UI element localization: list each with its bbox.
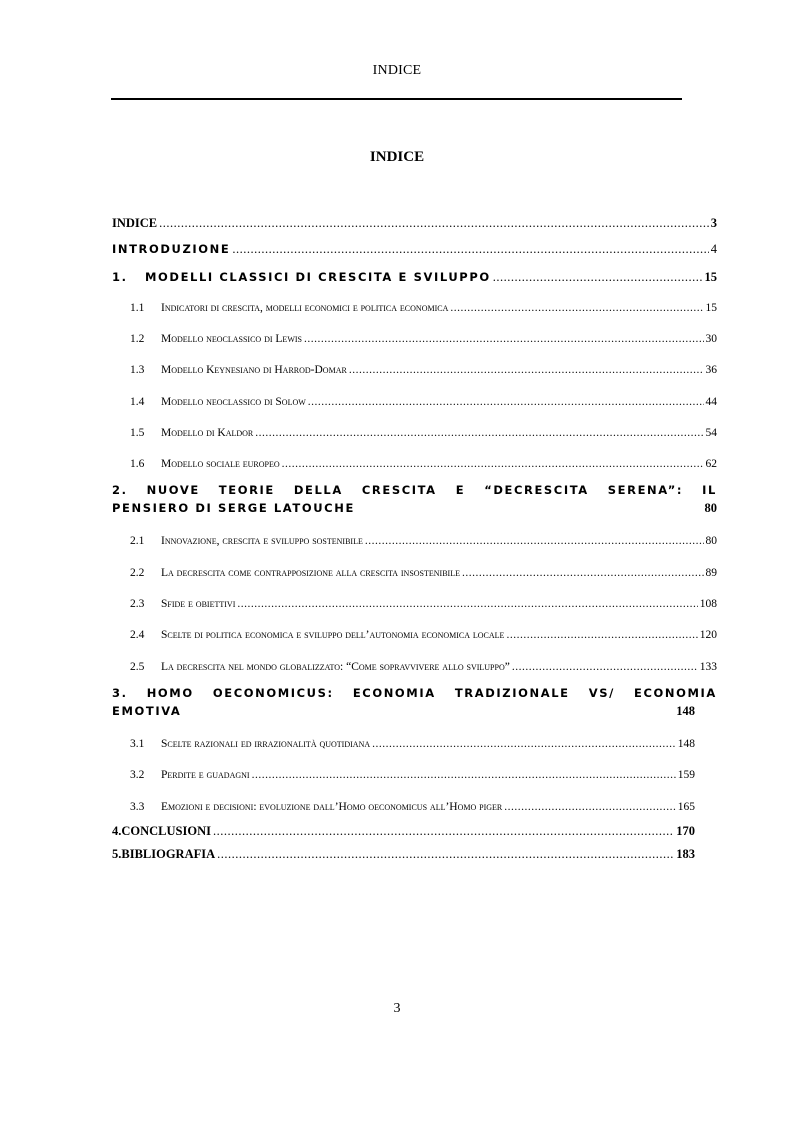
section-number: 2.5 <box>130 661 145 673</box>
toc-page: 108 <box>699 598 717 610</box>
header-rule <box>111 98 682 100</box>
chapter-heading-line-1 <box>112 686 717 700</box>
toc-label: Scelte di politica economica e sviluppo dell’autonomia economica locale <box>161 629 505 641</box>
dot-leader <box>213 824 674 839</box>
dot-leader <box>504 801 675 813</box>
toc-page: 183 <box>676 847 695 861</box>
dot-leader <box>372 738 676 750</box>
dot-leader <box>450 302 703 314</box>
section-number: 2.3 <box>130 598 145 610</box>
toc-entry-chapter-4[interactable] <box>112 824 695 839</box>
section-number: 2.2 <box>130 567 145 579</box>
toc-page: 44 <box>705 396 717 408</box>
toc-label: EMOTIVA <box>112 704 182 718</box>
chapter-number: 4. <box>112 824 122 838</box>
chapter-heading-line-2 <box>112 704 695 719</box>
toc-entry-section-1-3[interactable] <box>130 364 717 376</box>
dot-leader <box>159 216 709 231</box>
toc-label: BIBLIOGRAFIA <box>121 847 216 861</box>
toc-label: MODELLI CLASSICI DI CRESCITA E SVILUPPO <box>145 270 491 284</box>
toc-page: 148 <box>677 738 695 750</box>
toc-page: 54 <box>705 427 717 439</box>
toc-entry-section-3-3[interactable] <box>130 801 695 813</box>
page-title: INDICE <box>369 149 425 165</box>
toc-label: PENSIERO DI SERGE LATOUCHE <box>112 501 355 515</box>
toc-label: CONCLUSIONI <box>121 824 211 838</box>
dot-leader <box>512 661 698 673</box>
heading-word: VS/ <box>588 686 615 700</box>
dot-leader <box>308 396 704 408</box>
chapter-number: 3. <box>112 686 128 700</box>
toc-page: 89 <box>705 567 717 579</box>
dot-leader <box>493 270 703 285</box>
dot-leader <box>232 242 708 257</box>
toc-page: 165 <box>677 801 695 813</box>
section-number: 1.4 <box>130 396 145 408</box>
toc-label: Modello Keynesiano di Harrod-Domar <box>161 364 347 376</box>
toc-entry-section-3-2[interactable] <box>130 769 695 781</box>
toc-page: 80 <box>704 501 717 515</box>
toc-entry-section-2-5[interactable] <box>130 661 717 673</box>
toc-entry-section-1-2[interactable] <box>130 333 717 345</box>
toc-entry-section-2-4[interactable] <box>130 629 717 641</box>
dot-leader <box>252 769 676 781</box>
toc-page: 62 <box>705 458 717 470</box>
toc-label: Modello neoclassico di Lewis <box>161 333 302 345</box>
toc-entry-chapter-2[interactable] <box>112 483 717 516</box>
toc-label: Innovazione, crescita e sviluppo sostenibile <box>161 535 363 547</box>
toc-entry-section-2-1[interactable] <box>130 535 717 547</box>
section-number: 3.3 <box>130 801 145 813</box>
toc-page: 30 <box>705 333 717 345</box>
toc-entry-section-2-2[interactable] <box>130 567 717 579</box>
heading-word: NUOVE <box>146 483 200 497</box>
toc-entry-section-1-4[interactable] <box>130 396 717 408</box>
toc-page: 133 <box>699 661 717 673</box>
heading-word: TRADIZIONALE <box>454 686 570 700</box>
section-number: 2.1 <box>130 535 145 547</box>
section-number: 2.4 <box>130 629 145 641</box>
toc-label: Modello neoclassico di Solow <box>161 396 306 408</box>
toc-entry-chapter-3[interactable] <box>112 686 717 719</box>
toc-label: Modello sociale europeo <box>161 458 280 470</box>
toc-label: La decrescita nel mondo globalizzato: “Come sopravvivere allo sviluppo” <box>161 661 510 673</box>
toc-entry-chapter-1[interactable] <box>112 270 717 285</box>
dot-leader <box>255 427 703 439</box>
section-number: 3.2 <box>130 769 145 781</box>
toc-label: Indicatori di crescita, modelli economici e politica economica <box>161 302 449 314</box>
toc-entry-section-1-6[interactable] <box>130 458 717 470</box>
toc-entry-section-3-1[interactable] <box>130 738 695 750</box>
page-number: 3 <box>393 1001 401 1016</box>
dot-leader <box>365 535 704 547</box>
toc-label: Scelte razionali ed irrazionalità quotidiana <box>161 738 371 750</box>
toc-page: 120 <box>699 629 717 641</box>
section-number: 1.1 <box>130 302 145 314</box>
chapter-heading-line-1 <box>112 483 717 497</box>
heading-word: CRESCITA <box>361 483 437 497</box>
toc-label: La decrescita come contrapposizione alla crescita insostenibile <box>161 567 460 579</box>
toc-page: 36 <box>705 364 717 376</box>
dot-leader <box>349 364 704 376</box>
toc-label: Modello di Kaldor <box>161 427 254 439</box>
toc-entry-section-1-5[interactable] <box>130 427 717 439</box>
running-header: INDICE <box>372 63 422 78</box>
toc-page: 15 <box>704 270 717 284</box>
toc-label: INDICE <box>112 216 158 230</box>
toc-entry-section-1-1[interactable] <box>130 302 717 314</box>
heading-word: E <box>455 483 466 497</box>
toc-label: INTRODUZIONE <box>112 242 231 256</box>
section-number: 1.3 <box>130 364 145 376</box>
heading-word: OECONOMICUS: <box>212 686 334 700</box>
toc-label: Sfide e obiettivi <box>161 598 236 610</box>
dot-leader <box>282 458 704 470</box>
chapter-number: 5. <box>112 847 122 861</box>
toc-entry-section-2-3[interactable] <box>130 598 717 610</box>
chapter-number: 1. <box>112 270 128 284</box>
dot-leader <box>304 333 704 345</box>
toc-page: 148 <box>676 704 695 718</box>
toc-entry-chapter-5[interactable] <box>112 847 695 862</box>
heading-word: DELLA <box>293 483 343 497</box>
toc-entry-introduzione[interactable] <box>112 242 717 257</box>
section-number: 3.1 <box>130 738 145 750</box>
heading-word: HOMO <box>146 686 194 700</box>
toc-page: 159 <box>677 769 695 781</box>
dot-leader <box>237 598 697 610</box>
heading-word: TEORIE <box>218 483 275 497</box>
section-number: 1.5 <box>130 427 145 439</box>
toc-label: Perdite e guadagni <box>161 769 250 781</box>
toc-entry-indice[interactable] <box>112 216 717 231</box>
heading-word: IL <box>702 483 717 497</box>
heading-word: ECONOMIA <box>634 686 717 700</box>
toc-label: Emozioni e decisioni: evoluzione dall’Homo oeconomicus all’Homo piger <box>161 801 503 813</box>
heading-word: SERENA”: <box>607 483 684 497</box>
section-number: 1.6 <box>130 458 145 470</box>
toc-page: 170 <box>676 824 695 838</box>
dot-leader <box>462 567 704 579</box>
section-number: 1.2 <box>130 333 145 345</box>
dot-leader <box>217 847 674 862</box>
heading-word: “DECRESCITA <box>484 483 589 497</box>
dot-leader <box>506 629 697 641</box>
toc-page: 3 <box>710 216 717 230</box>
toc-page: 80 <box>705 535 717 547</box>
chapter-number: 2. <box>112 483 128 497</box>
heading-word: ECONOMIA <box>352 686 436 700</box>
chapter-heading-line-2 <box>112 501 717 516</box>
toc-page: 15 <box>705 302 717 314</box>
toc-page: 4 <box>710 242 717 256</box>
